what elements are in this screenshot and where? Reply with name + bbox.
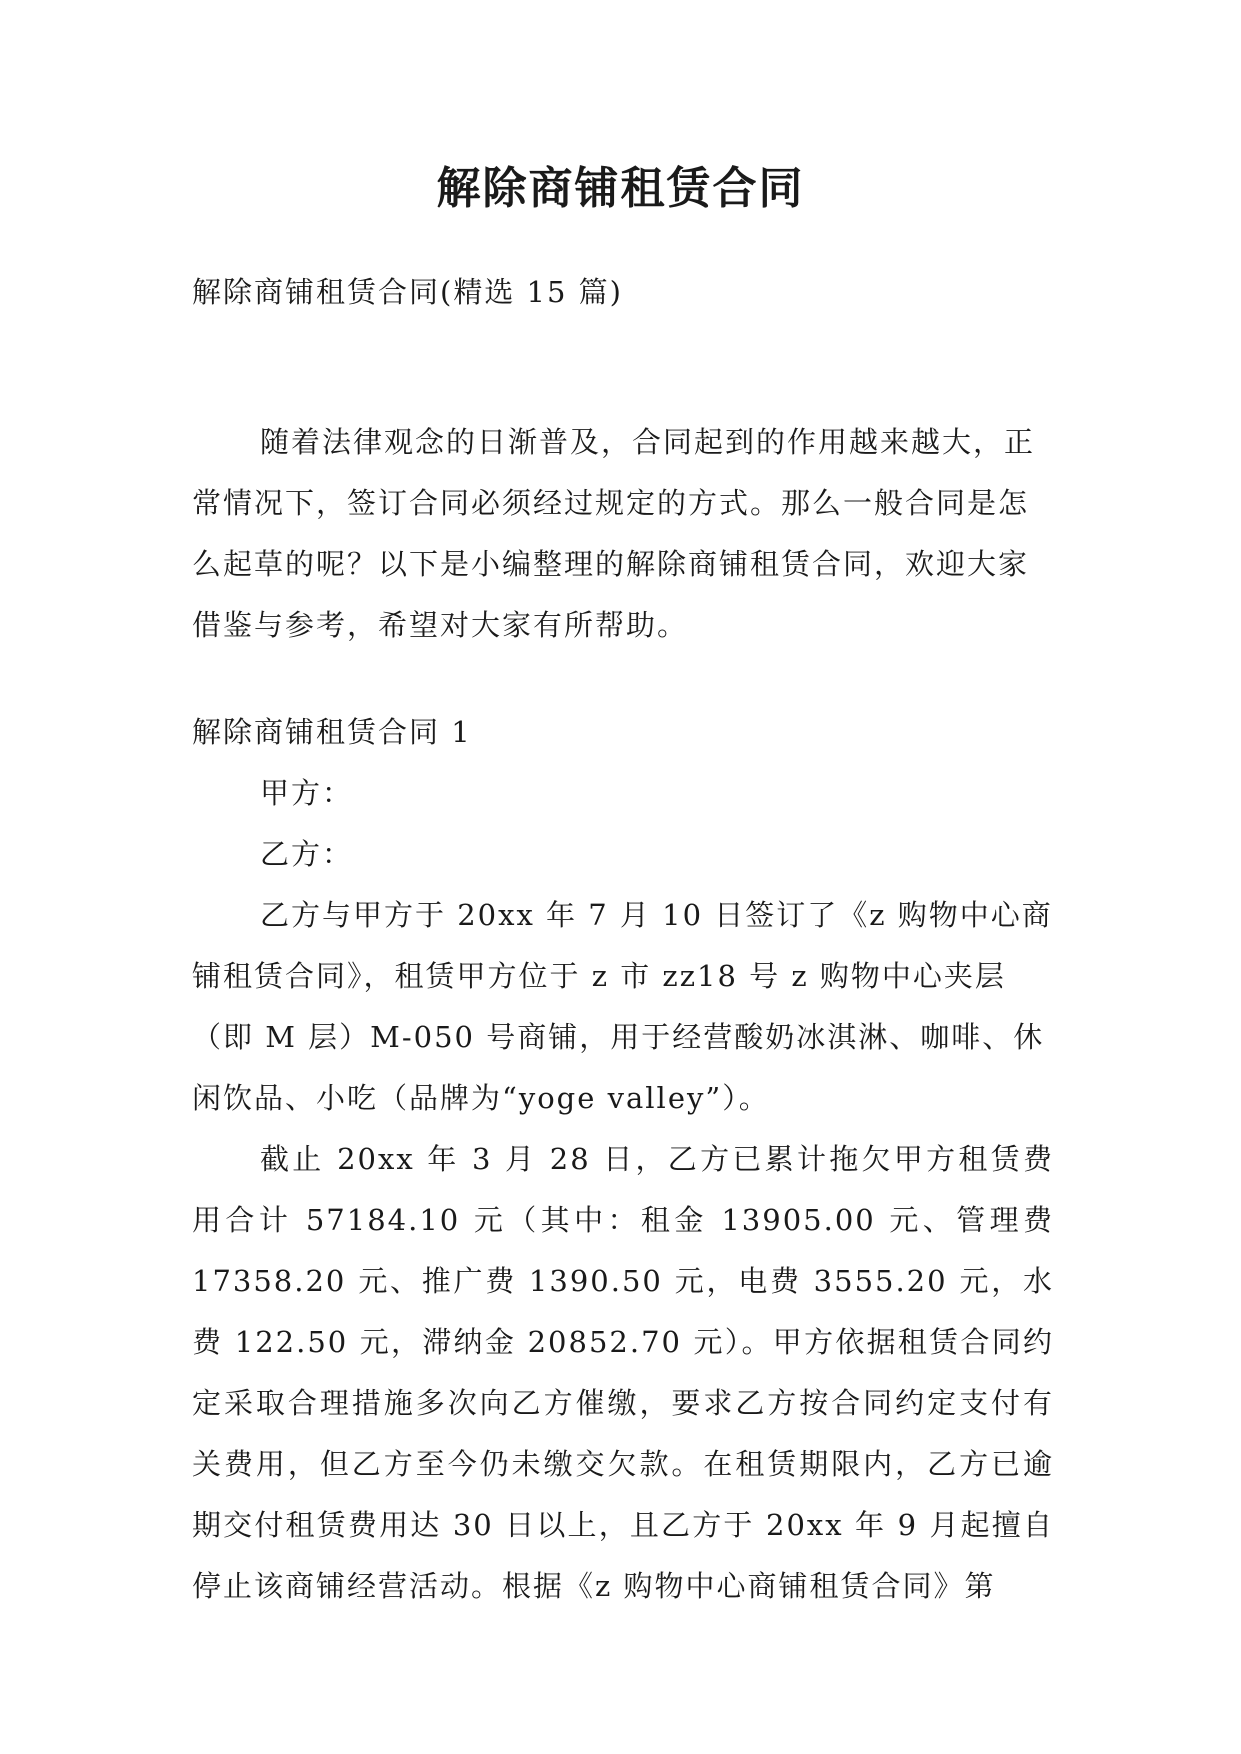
- party-a-line: 甲方：: [260, 776, 354, 810]
- party-b-line: 乙方：: [260, 837, 354, 871]
- arrears-paragraph: 截止 20xx 年 3 月 28 日，乙方已累计拖欠甲方租赁费用合计 57184.10 元（其中：租金 13905.00 元、管理费 17358.20 元、推广费 1390.50 元，电费 3555.20 元，水费 122.50 元，滞纳金 20852.70 元）。甲方依据租赁合同约定采取合理措施多次向乙方催缴，要求乙方按合同约定支付有关费用，但乙方至今仍未缴交欠款。在租赁期限内，乙方已逾期交付租赁费用达 30 日以上，且乙方于 20xx 年 9 月起擅自停止该商铺经营活动。根据《z 购物中心商铺租赁合同》第: [192, 1142, 1054, 1603]
- section-heading: 解除商铺租赁合同 1: [192, 715, 472, 749]
- contract-paragraph: 乙方与甲方于 20xx 年 7 月 10 日签订了《z 购物中心商铺租赁合同》，租赁甲方位于 z 市 zz18 号 z 购物中心夹层（即 M 层）M-050 号商铺，用于经营酸奶冰淇淋、咖啡、休闲饮品、小吃（品牌为“yoge valley”）。: [192, 898, 1053, 1115]
- document-subtitle: 解除商铺租赁合同(精选 15 篇): [192, 275, 623, 309]
- document-title: 解除商铺租赁合同: [436, 163, 805, 214]
- intro-paragraph: 随着法律观念的日渐普及，合同起到的作用越来越大，正常情况下，签订合同必须经过规定的方式。那么一般合同是怎么起草的呢？以下是小编整理的解除商铺租赁合同，欢迎大家借鉴与参考，希望对大家有所帮助。: [192, 425, 1036, 642]
